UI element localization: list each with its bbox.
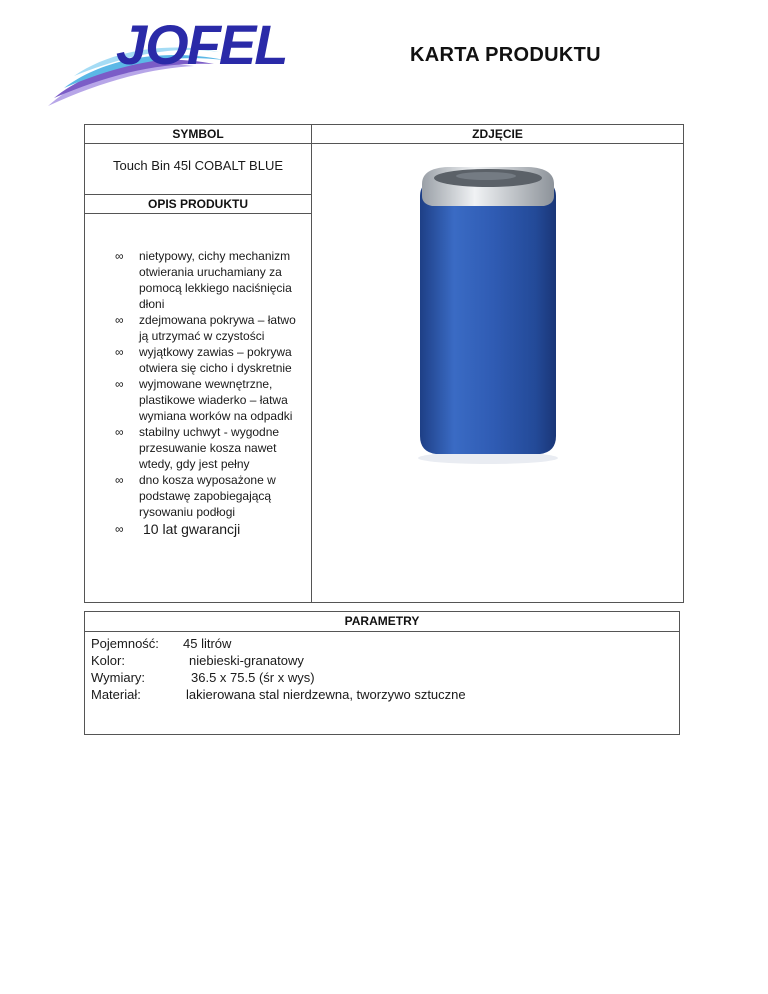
symbol-value-cell bbox=[84, 143, 312, 195]
feature-item: ∞ wyjątkowy zawias – pokrywa otwiera się cicho i dyskretnie bbox=[115, 345, 292, 375]
feature-item: ∞ dno kosza wyposażone w podstawę zapobiegającą rysowaniu podłogi bbox=[115, 473, 276, 519]
touch-bin-image bbox=[408, 166, 568, 466]
description-header: OPIS PRODUKTU bbox=[147, 197, 248, 211]
parameter-row bbox=[91, 635, 679, 652]
photo-header-cell bbox=[311, 124, 684, 144]
symbol-header-cell bbox=[84, 124, 312, 144]
product-symbol: Touch Bin 45l COBALT BLUE bbox=[112, 158, 284, 173]
feature-item: ∞ zdejmowana pokrywa – łatwo ją utrzymać w czystości bbox=[115, 313, 296, 343]
parameter-value: lakierowana stal nierdzewna, tworzywo sztuczne bbox=[186, 687, 466, 702]
feature-item: ∞ stabilny uchwyt - wygodne przesuwanie kosza nawet wtedy, gdy jest pełny bbox=[115, 425, 280, 471]
infinity-bullet-icon: ∞ bbox=[115, 313, 124, 327]
jofel-logo bbox=[44, 14, 304, 112]
feature-item: ∞ wyjmowane wewnętrzne, plastikowe wiaderko – łatwa wymiana worków na odpadki bbox=[115, 377, 293, 423]
logo-text: JOFEL bbox=[116, 14, 287, 76]
parameters-list bbox=[85, 632, 679, 703]
photo-header: ZDJĘCIE bbox=[472, 127, 523, 141]
description-cell bbox=[84, 213, 312, 603]
document-title: KARTA PRODUKTU bbox=[410, 44, 601, 66]
parameters-header: PARAMETRY bbox=[344, 614, 420, 628]
parameter-label: Pojemność: bbox=[91, 636, 159, 651]
infinity-bullet-icon: ∞ bbox=[115, 249, 124, 263]
infinity-bullet-icon: ∞ bbox=[115, 473, 124, 487]
parameter-row bbox=[91, 669, 679, 686]
symbol-header: SYMBOL bbox=[172, 127, 224, 141]
infinity-bullet-icon: ∞ bbox=[115, 345, 124, 359]
description-header-cell bbox=[84, 194, 312, 214]
feature-item-warranty: ∞ 10 lat gwarancji bbox=[115, 521, 241, 537]
infinity-bullet-icon: ∞ bbox=[115, 522, 124, 536]
parameter-label: Materiał: bbox=[91, 687, 141, 702]
parameter-value: 45 litrów bbox=[183, 636, 232, 651]
infinity-bullet-icon: ∞ bbox=[115, 425, 124, 439]
parameters-section bbox=[84, 611, 680, 735]
parameter-row bbox=[91, 652, 679, 669]
parameter-value: 36.5 x 75.5 (śr x wys) bbox=[191, 670, 315, 685]
parameter-label: Wymiary: bbox=[91, 670, 146, 685]
feature-list bbox=[85, 214, 311, 538]
parameters-header-cell bbox=[85, 612, 679, 632]
parameter-value: niebieski-granatowy bbox=[189, 653, 304, 668]
parameter-row bbox=[91, 686, 679, 703]
feature-item: ∞ nietypowy, cichy mechanizm otwierania uruchamiany za pomocą lekkiego naciśnięcia dłoni bbox=[115, 249, 292, 311]
parameter-label: Kolor: bbox=[91, 653, 125, 668]
infinity-bullet-icon: ∞ bbox=[115, 377, 124, 391]
